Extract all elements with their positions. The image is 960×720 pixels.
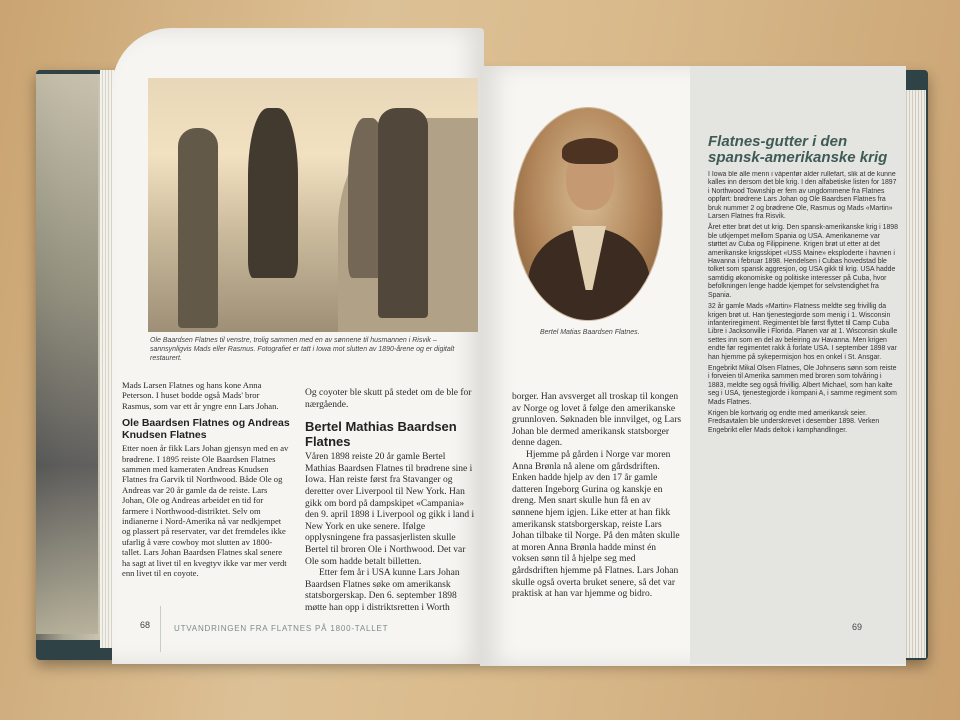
running-footer: UTVANDRINGEN FRA FLATNES PÅ 1800-TALLET [174, 624, 389, 633]
book-back-cover-photo [36, 74, 106, 640]
col2-intro: Og coyoter ble skutt på stedet om de ble for nærgående. [305, 388, 472, 410]
sidebar-para-4: Engebrikt Mikal Olsen Flatnes, Ole Johnsens sønn som reiste i forveien til Amerika sammen med broren som tolvåring i 1883, meldte seg også frivillig. Albert Michael, som han kalte seg i USA, tjenestegjorde i kompani A, i samme regiment som Mads Flatnes. [708, 364, 897, 406]
col2-heading: Bertel Mathias Baardsen Flatnes [305, 419, 457, 450]
col2-text1: Våren 1898 reiste 20 år gamle Bertel Mathias Baardsen Flatnes til brødrene sine i Iowa. Han reiste først fra Stavanger og deretter over Liverpool til New York. Han gikk om bord på dampskipet «Campania» den 9. april 1898 i Liverpool og gikk i land i New York en uke senere. Ifølge opplysningene fra passasjerlisten skulle Bertel til broren Ole i Northwood. Det var Ole som hadde betalt billetten. [305, 452, 475, 567]
sidebar-text [708, 171, 898, 621]
sidebar-para-5: Krigen ble kortvarig og endte med amerikansk seier. Fredsavtalen ble underskrevet i desember 1898. Verken Engebrikt eller Mads deltok i kamphandlinger. [708, 409, 880, 434]
sidebar-title: Flatnes-gutter i den spansk-amerikanske krig [708, 133, 888, 166]
page-number-left: 68 [140, 620, 151, 630]
page-number-right: 69 [852, 622, 863, 632]
sidebar-para-2: Året etter brøt det ut krig. Den spansk-amerikanske krig i 1898 ble utkjempet mellom Spania og USA. Amerikanerne var støttet av Cuba og Filippinene. Krigen brøt ut etter at det amerikanske krigsskipet «USS Maine» eksploderte i havnen i Havanna i februar 1898. Hendelsen i Cubas hovedstad ble tolket som spansk aggresjon, og USA gikk til krig. USA hadde samtidig økonomiske og politiske interesser på Cuba, hvor befolkningen lenge hadde kjempet for selvstendighet fra Spania. [708, 224, 898, 299]
col1-heading: Ole Baardsen Flatnes og Andreas Knudsen Flatnes [122, 417, 290, 442]
photo-caption: Ole Baardsen Flatnes til venstre, trolig sammen med en av sønnene til husmannen i Risvik – sannsynligvis Mads eller Rasmus. Fotografiet er tatt i Iowa mot slutten av 1890-årene og er digitalt restaurert. [150, 337, 455, 362]
right-text1: borger. Han avsverget all troskap til kongen av Norge og lovet å følge den amerikanske grunnloven. Søknaden ble innvilget, og Lars Johan ble dermed amerikansk statsborger denne dagen. [512, 392, 682, 449]
historic-photo [148, 78, 478, 332]
sidebar-para-1: I Iowa ble alle menn i våpenfør alder rullefart, slik at de kunne kalles inn dersom det ble krig. I den alfabetiske listen for 1897 i Northwood Township er fem av ungdommene fra Flatnes oppført: brødrene Lars Johan og Ole Baardsen Flatnes fra bruk nummer 2 og brødrene Ole, Rasmus og Mads «Martin» Larsen Flatnes fra Risvik. [708, 171, 897, 221]
right-page-stack [904, 90, 926, 658]
left-column-1 [122, 380, 290, 610]
right-column [512, 392, 682, 616]
right-text2: Hjemme på gården i Norge var moren Anna Brønla nå alene om gårdsdriften. Enken hadde hjelp av den 17 år gamle datteren Ingeborg Gurina og kanskje en dreng. Men snart skulle hun få en av sønnene hjem igjen. Like etter at han fikk amerikansk statsborgerskap, reiste Lars Johan tilbake til Norge. På den måten skulle at moren Anna Brønla hadde minst én voksen sønn til å hjelpe seg med gårdsdriften hjemme på Flatnes. Lars Johan skulle også overta bruket senere, så det var praktisk at han var hjemme og bidro. [512, 449, 680, 600]
col1-intro: Mads Larsen Flatnes og hans kone Anna Peterson. I huset bodde også Mads' bror Rasmus, som var ett år yngre enn Lars Johan. [122, 380, 279, 411]
sidebar-para-3: 32 år gamle Mads «Martin» Flatness meldte seg frivillig da krigen brøt ut. Han tjenestegjorde som menig i 1. Wisconsin infanteriregiment. Regimentet ble først flyttet til Camp Cuba Libre i Jacksonville i Florida. Planen var at 1. Wisconsin skulle settes inn som en del av beleiring av Havanna. Men krigen endte før regimentet rakk å forlate USA. I september 1898 var han hjemme på sykepermisjon hos en onkel i St. Ansgar. [708, 303, 898, 361]
portrait-photo [514, 108, 662, 320]
left-column-2 [305, 388, 475, 612]
col2-text2: Etter fem år i USA kunne Lars Johan Baardsen Flatnes søke om amerikansk statsborgerskap. Den 6. september 1898 møtte han opp i distriktsretten i Worth [305, 568, 460, 612]
col1-text: Etter noen år fikk Lars Johan gjensyn med en av brødrene. I 1895 reiste Ole Baardsen Flatnes sammen med kameraten Andreas Knudsen Flatnes fra Garvik til Northwood. Både Ole og Andreas var 20 år gamle da de reiste. Lars Johan, Ole og Andreas arbeidet en tid for farmere i Northwood-distriktet. Selv om indianerne i Nord-Amerika nå var nedkjempet og plassert på reservater, var det fremdeles ikke ufarlig å være cowboy mot slutten av 1800-tallet. Lars Johan Baardsen Flatnes skal senere ha sagt at livet til en kvegtyv ikke var mer verdt enn livet til en coyote. [122, 443, 289, 579]
footer-divider [160, 606, 161, 652]
portrait-caption: Bertel Matias Baardsen Flatnes. [540, 329, 640, 336]
